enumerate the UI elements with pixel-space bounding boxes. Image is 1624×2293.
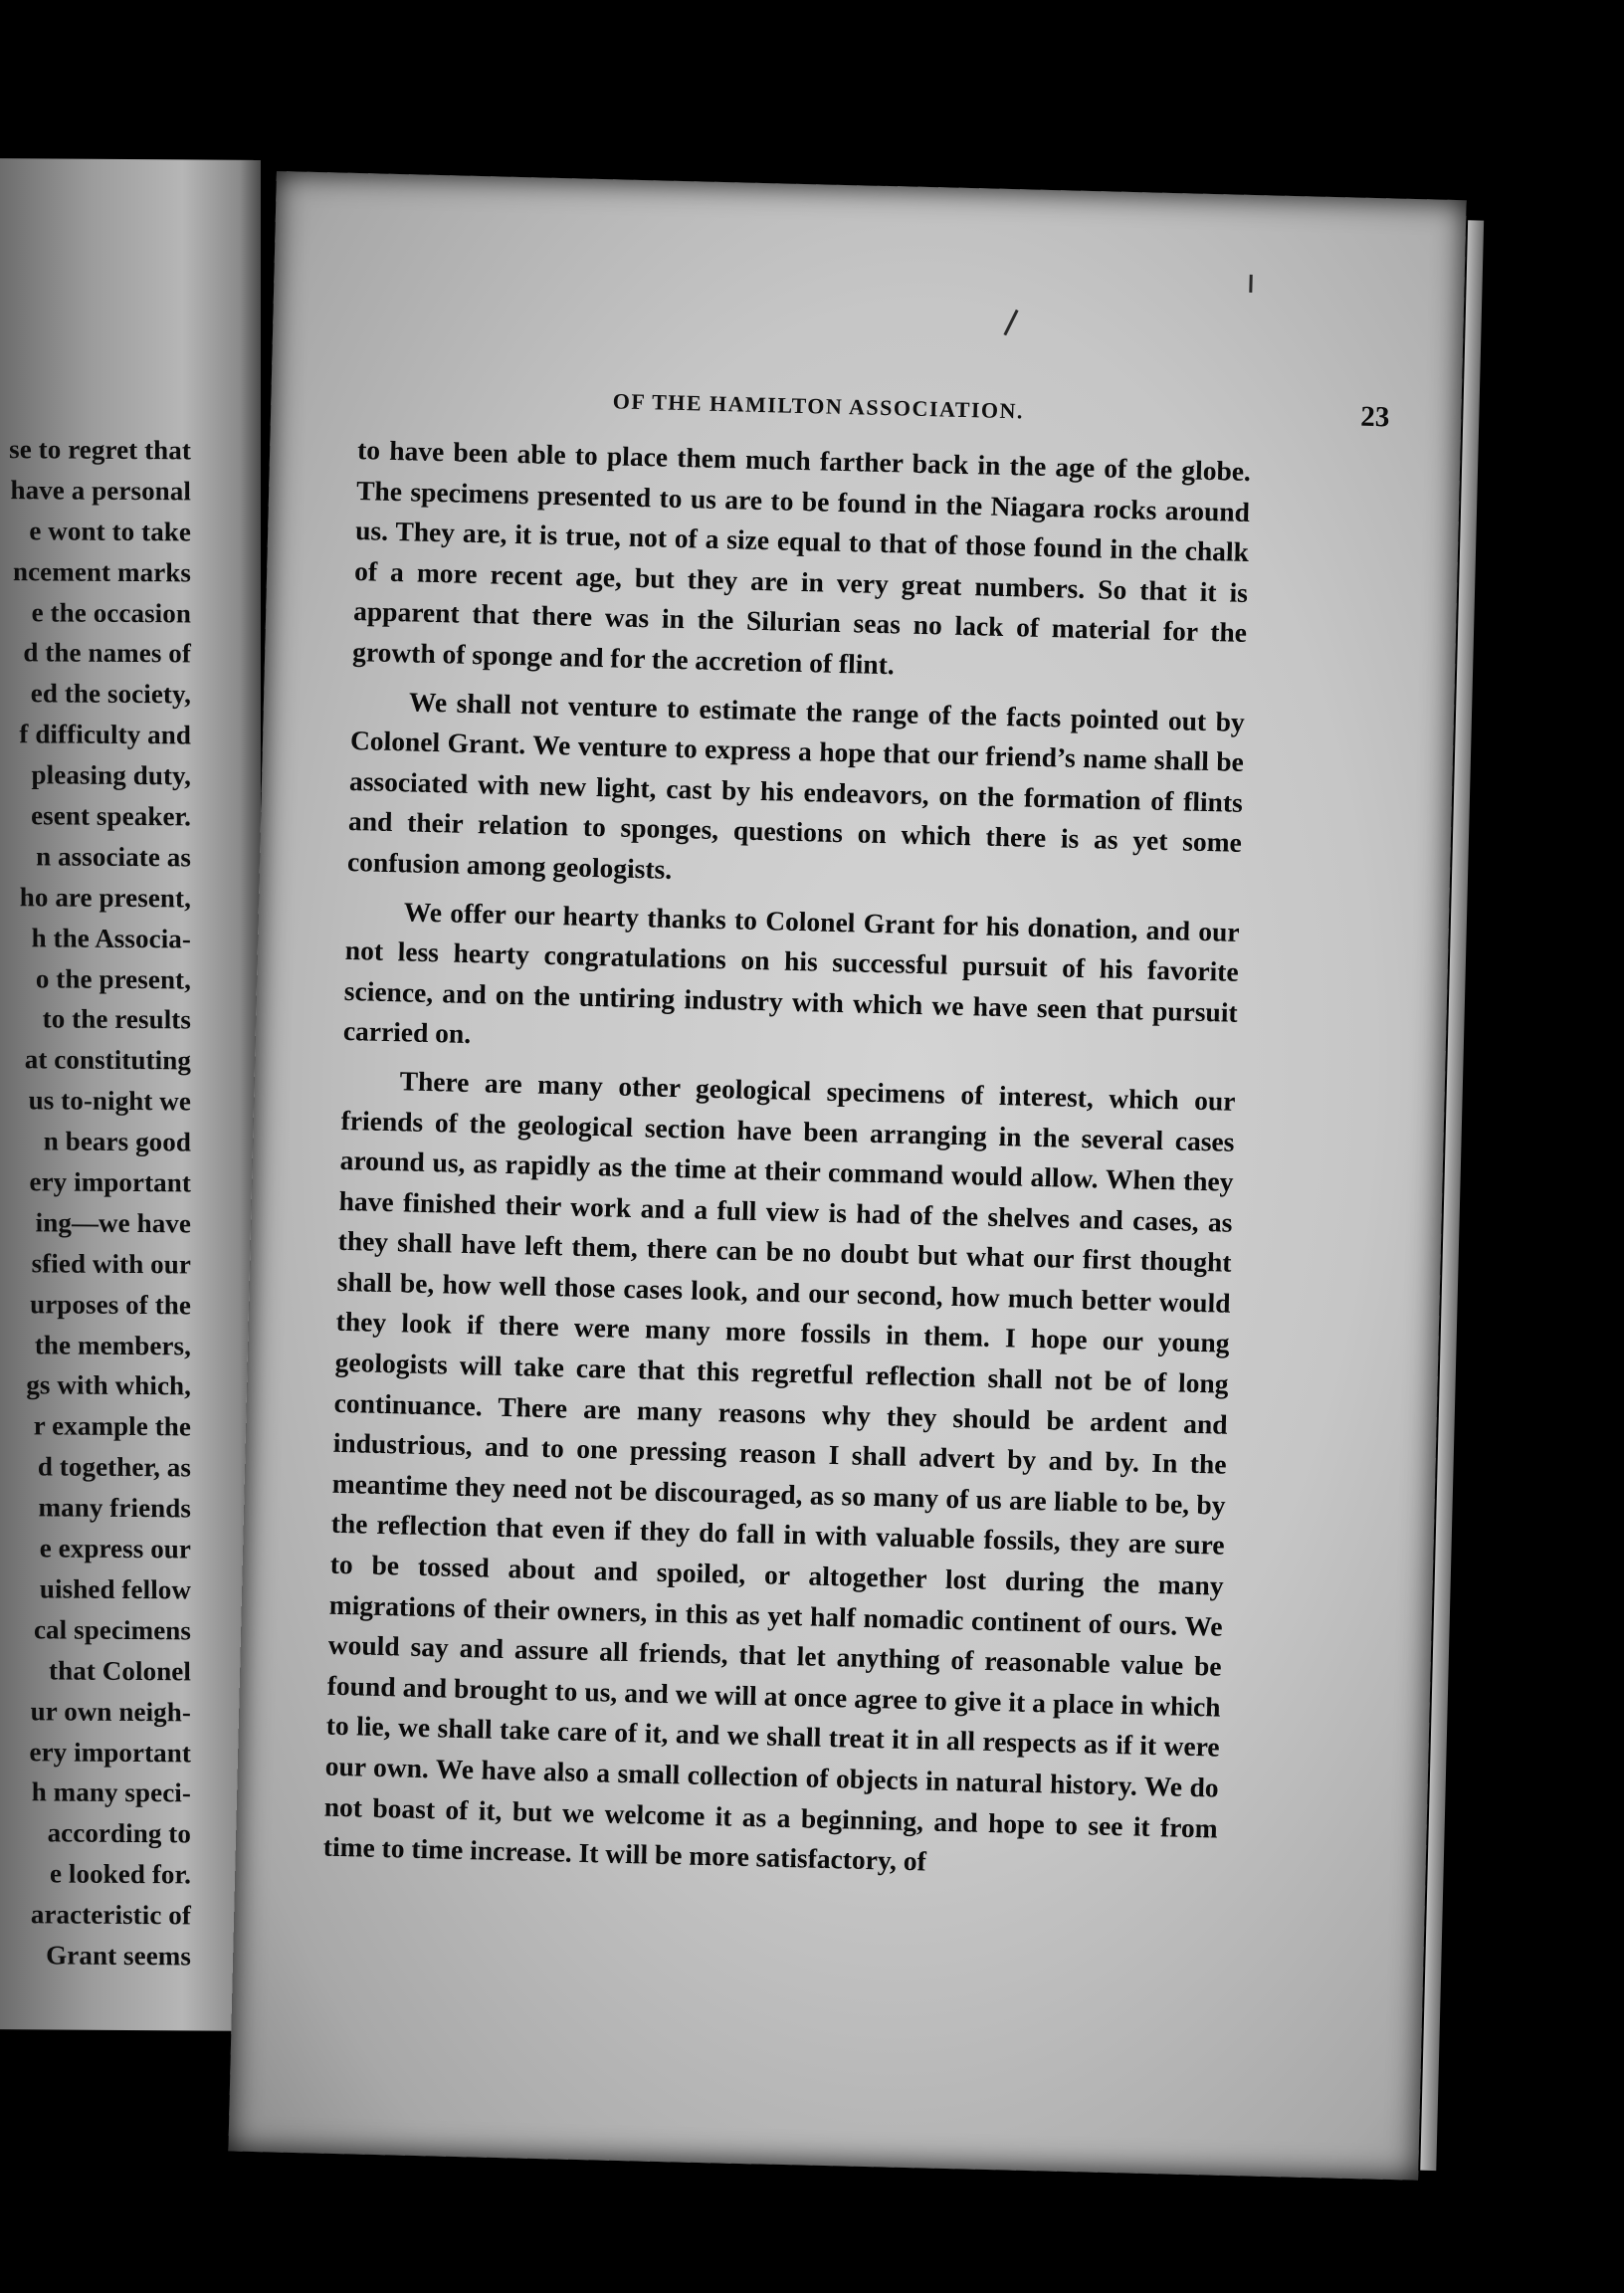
paragraph: to have been able to place them much farther back in the age of the globe. The specimens presented to us are to be found in the Niagara rocks around us. They are, it is true, not of a size equal to that of those found in the chalk of a more recent age, but they are in very great numbers. So that it is apparent that there was in the Silurian seas no lack of material for the growth of sponge and for the accretion of flint. <box>351 434 1252 681</box>
left-line: that Colonel <box>49 1655 191 1687</box>
left-line: according to <box>47 1817 191 1849</box>
left-line: to the results <box>42 1003 191 1035</box>
left-line: ery important <box>29 1736 191 1768</box>
left-line: us to-night we <box>28 1085 191 1117</box>
left-line: ncement marks <box>12 555 191 588</box>
paragraph: We shall not venture to estimate the range of the facts pointed out by Colonel Grant. We venture to express a hope that our friend’s name shall be associated with new light, cast by his endeavors, on the formation of flints and their relation to sponges, questions on which there is as yet some confusion among geologists. <box>346 685 1246 885</box>
left-line: have a personal <box>10 475 191 507</box>
left-line: ed the society, <box>30 678 191 710</box>
left-line: ery important <box>29 1166 191 1198</box>
left-line: cal specimens <box>33 1614 191 1646</box>
running-header: OF THE HAMILTON ASSOCIATION. <box>612 388 1025 424</box>
right-page <box>228 171 1466 2181</box>
left-line: n bears good <box>43 1126 191 1157</box>
left-line: d together, as <box>37 1451 191 1483</box>
left-line: uished fellow <box>39 1573 191 1605</box>
left-line: r example the <box>33 1410 191 1442</box>
left-page <box>0 158 261 2031</box>
left-line: h many speci- <box>31 1776 191 1808</box>
left-line: aracteristic of <box>30 1899 191 1931</box>
left-line: n associate as <box>36 841 191 873</box>
body-text <box>322 430 1251 1897</box>
left-line: at constituting <box>24 1044 191 1076</box>
left-line: many friends <box>38 1492 191 1524</box>
scan-speck <box>1003 310 1018 335</box>
left-line: Grant seems <box>46 1940 191 1972</box>
left-line: urposes of the <box>30 1288 191 1321</box>
left-line: esent speaker. <box>31 800 191 832</box>
left-line: gs with which, <box>26 1369 191 1401</box>
left-line: e wont to take <box>29 516 191 547</box>
left-line: h the Associa- <box>31 922 191 954</box>
scan-speck <box>1249 275 1252 293</box>
left-line: pleasing duty, <box>31 759 191 791</box>
left-line: e the occasion <box>31 596 191 628</box>
left-line: the members, <box>34 1329 191 1361</box>
left-line: f difficulty and <box>19 719 191 750</box>
left-line: ho are present, <box>19 882 191 914</box>
left-line: d the names of <box>23 637 191 669</box>
left-line: se to regret that <box>9 434 191 466</box>
left-line: o the present, <box>35 962 191 995</box>
page-edge <box>1420 220 1484 2171</box>
left-page-text <box>0 429 191 1977</box>
left-line: sfied with our <box>31 1248 191 1280</box>
left-line: ing—we have <box>35 1207 191 1239</box>
left-line: e looked for. <box>49 1858 191 1890</box>
left-line: e express our <box>39 1533 191 1564</box>
page-number: 23 <box>1359 400 1390 434</box>
paragraph: We offer our hearty thanks to Colonel Grant for his donation, and our not less hearty congratulations on his successful pursuit of his favorite science, and on the untiring industry with which we have seen that pursuit carried on. <box>342 895 1241 1050</box>
paragraph: There are many other geological specimens of interest, which our friends of the geological section have been arranging in the several cases around us, as rapidly as the time at their command would allow. When they have finished their work and a full view is had of the shelves and cases, as they shall have left them, there can be no doubt but what our first thought shall be, how well those cases look, and our second, how much better would they look if there were many more fossils in them. I hope our young geologists will take care that this regretful reflection shall not be of long continuance. There are many reasons why they should be ardent and industrious, and to one pressing reason I shall advert by and by. In the meantime they need not be discouraged, as so many of us are liable to be, by the reflection that even if they do fall in with valuable fossils, they are sure to be tossed about and spoiled, or altogether lost during the many migrations of their owners, in this as yet half nomadic continent of ours. We would say and assure all friends, that let anything of reasonable value be found and brought to us, and we will at once agree to give it a place in which to lie, we shall take care of it, and we shall treat it in all respects as if it were our own. We have also a small collection of objects in natural history. We do not boast of it, but we welcome it as a beginning, and hope to see it from time to time increase. It will be more satisfactory, of <box>322 1065 1236 1877</box>
left-line: ur own neigh- <box>30 1695 191 1728</box>
